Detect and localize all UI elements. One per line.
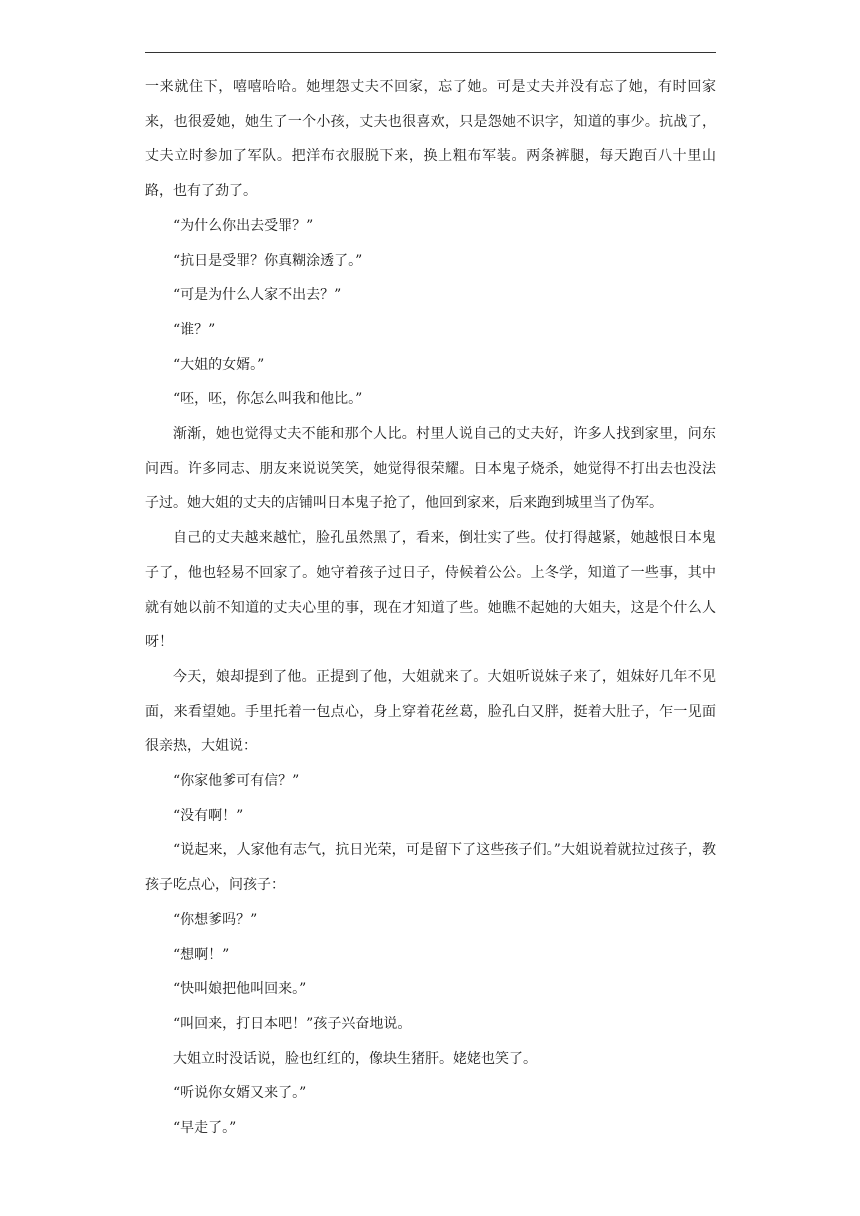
paragraph: 今天，娘却提到了他。正提到了他，大姐就来了。大姐听说妹子来了，姐妹好几年不见面，来看望她。手里托着一包点心，身上穿着花丝葛，脸孔白又胖，挺着大肚子，乍一见面很亲热，大姐说： bbox=[145, 668, 716, 755]
paragraph: 自己的丈夫越来越忙，脸孔虽然黑了，看来，倒壮实了些。仗打得越紧，她越恨日本鬼子了，他也轻易不回家了。她守着孩子过日子，侍候着公公。上冬学，知道了一些事，其中就有她以前不知道的丈夫心里的事，现在才知道了些。她瞧不起她的大姐夫，这是个什么人呀！ bbox=[145, 530, 716, 651]
paragraph: “想啊！” bbox=[173, 946, 230, 963]
paragraph: “谁？” bbox=[173, 321, 216, 338]
paragraph: “快叫娘把他叫回来。” bbox=[173, 981, 307, 998]
paragraph: 一来就住下，嘻嘻哈哈。她埋怨丈夫不回家，忘了她。可是丈夫并没有忘了她，有时回家来，也很爱她，她生了一个小孩，丈夫也很喜欢，只是怨她不识字，知道的事少。抗战了，丈夫立时参加了军队。把洋布衣服脱下来，换上粗布军装。两条裤腿，每天跑百八十里山路，也有了劲了。 bbox=[145, 79, 716, 200]
header-rule bbox=[145, 52, 716, 53]
paragraph: “你家他爹可有信？” bbox=[173, 773, 300, 790]
paragraph: “听说你女婿又来了。” bbox=[173, 1085, 307, 1102]
paragraph: “你想爹吗？” bbox=[173, 911, 258, 928]
paragraph: “早走了。” bbox=[173, 1120, 237, 1137]
paragraph: 渐渐，她也觉得丈夫不能和那个人比。村里人说自己的丈夫好，许多人找到家里，问东问西。许多同志、朋友来说说笑笑，她觉得很荣耀。日本鬼子烧杀，她觉得不打出去也没法子过。她大姐的丈夫的店铺叫日本鬼子抢了，他回到家来，后来跑到城里当了伪军。 bbox=[145, 426, 716, 512]
document-body bbox=[145, 70, 716, 1146]
paragraph: “没有啊！” bbox=[173, 807, 244, 824]
paragraph: “可是为什么人家不出去？” bbox=[173, 287, 342, 304]
paragraph: “大姐的女婿。” bbox=[173, 356, 265, 373]
paragraph: “为什么你出去受罪？” bbox=[173, 217, 314, 234]
paragraph: 大姐立时没话说，脸也红红的，像块生猪肝。姥姥也笑了。 bbox=[173, 1050, 537, 1067]
paragraph: “说起来，人家他有志气，抗日光荣，可是留下了这些孩子们。”大姐说着就拉过孩子，教孩子吃点心，问孩子： bbox=[145, 842, 716, 894]
paragraph: “叫回来，打日本吧！”孩子兴奋地说。 bbox=[173, 1015, 412, 1032]
paragraph: “抗日是受罪？你真糊涂透了。” bbox=[173, 252, 363, 269]
paragraph: “呸，呸，你怎么叫我和他比。” bbox=[173, 391, 363, 408]
